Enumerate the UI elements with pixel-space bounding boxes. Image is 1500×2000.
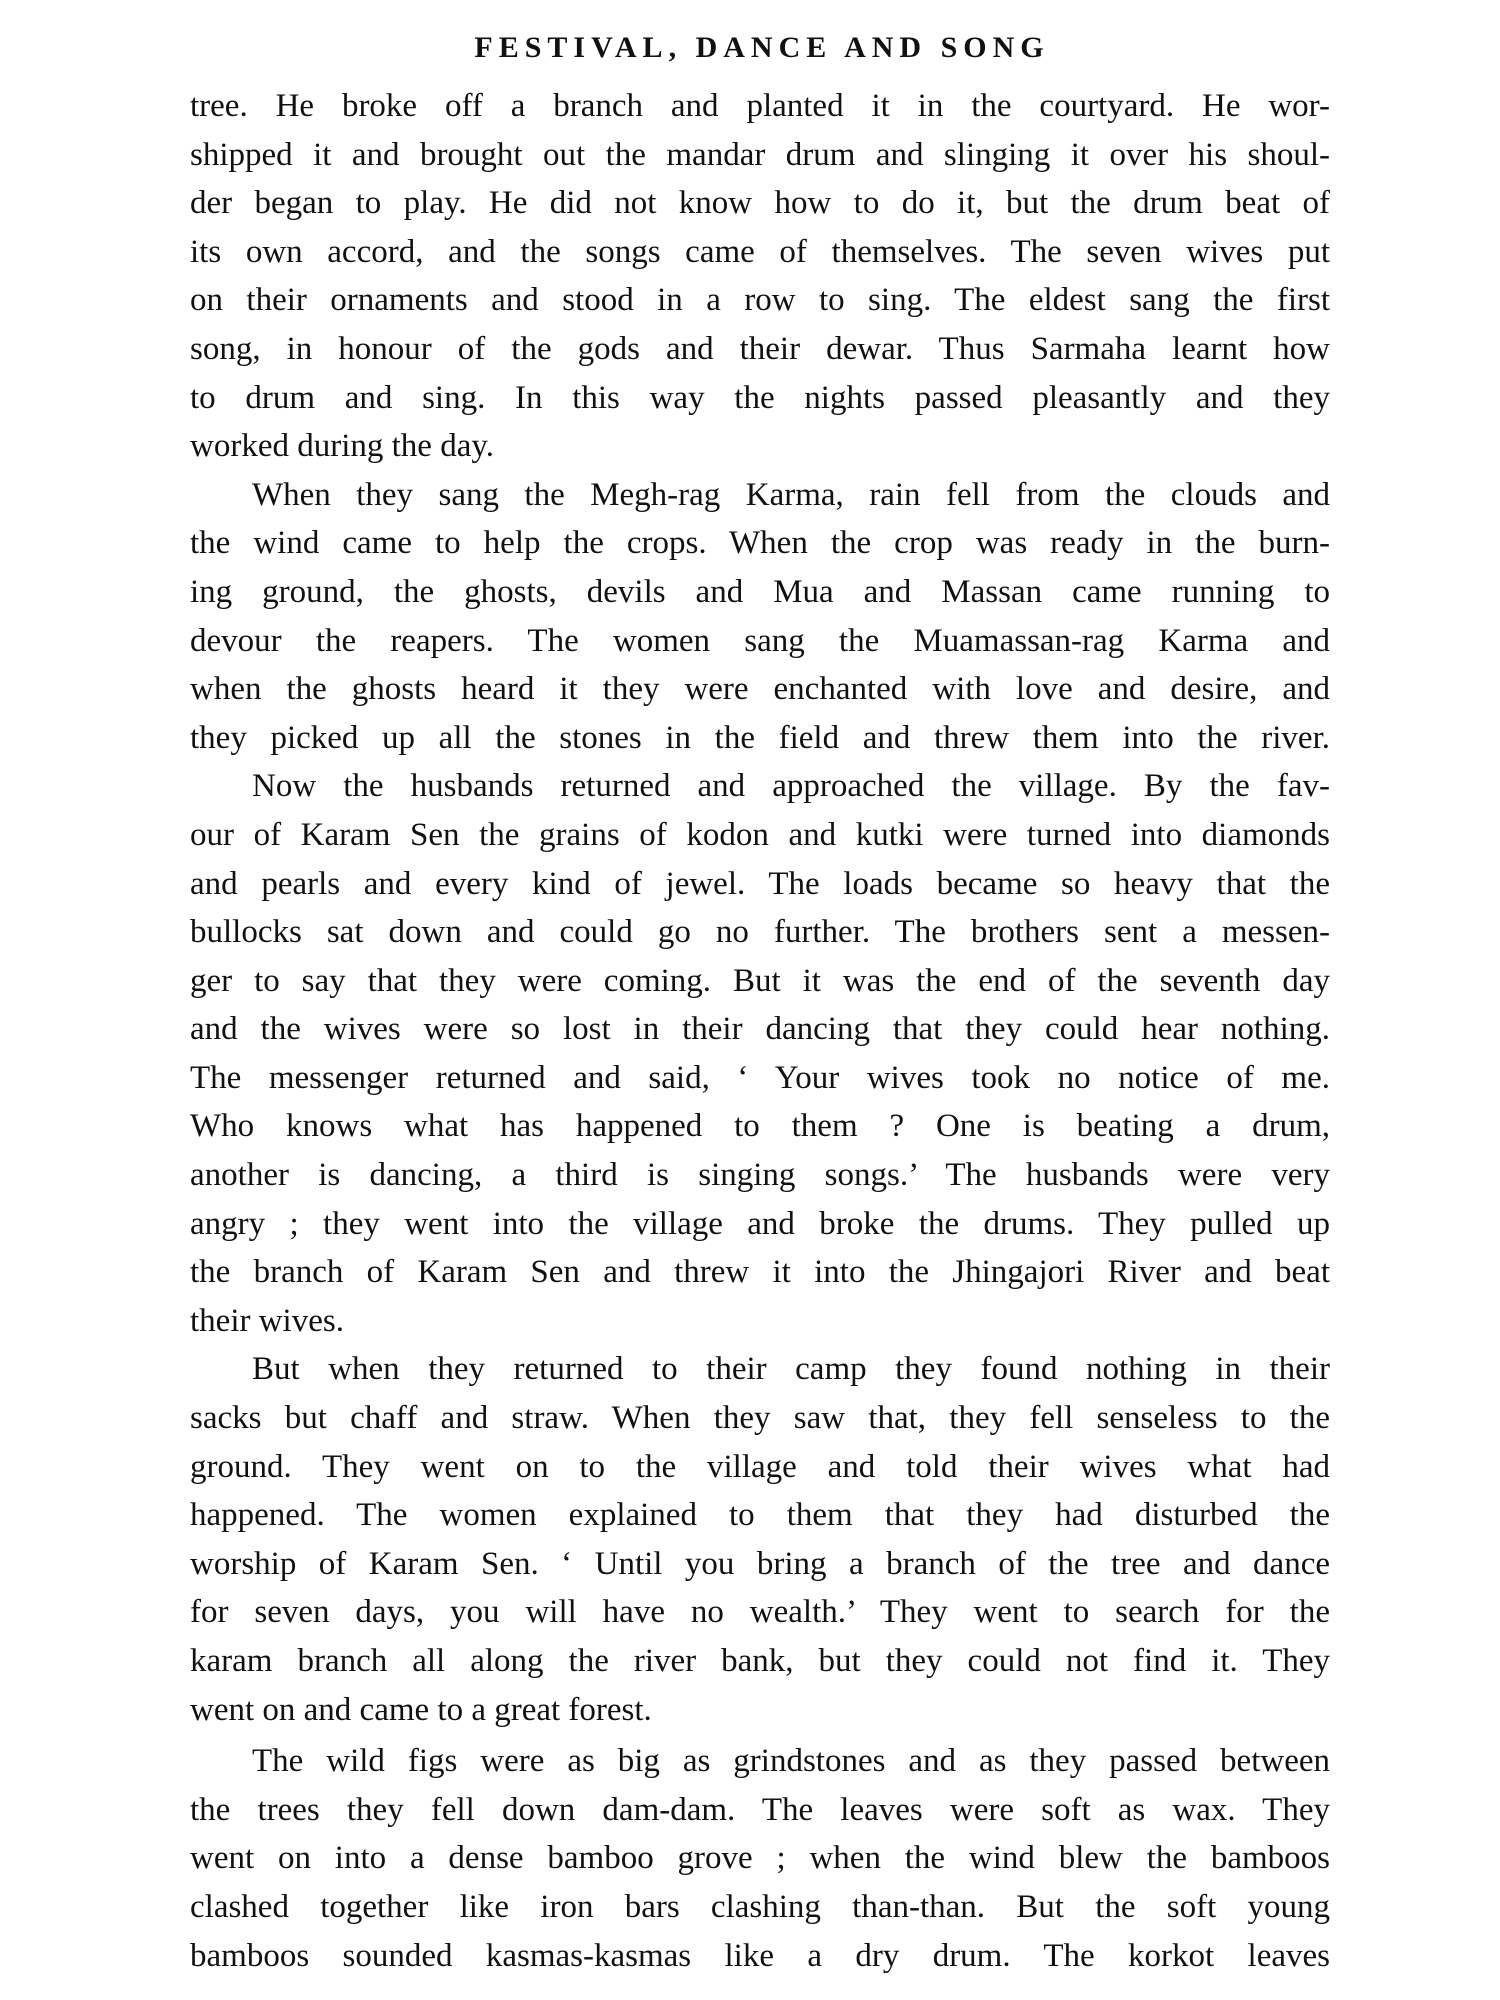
text-line: tree. He broke off a branch and planted it in the courtyard. He wor-	[190, 88, 1330, 124]
text-line: bamboos sounded kasmas-kasmas like a dry drum. The korkot leaves	[190, 1937, 1330, 1974]
text-line: and pearls and every kind of jewel. The loads became so heavy that the	[190, 865, 1330, 902]
text-line: clashed together like iron bars clashing than-than. But the soft young	[190, 1888, 1330, 1925]
text-line: went on into a dense bamboo grove ; when the wind blew the bamboos	[190, 1840, 1330, 1877]
paragraph	[190, 82, 1330, 471]
paragraph	[190, 762, 1330, 1345]
text-line: der began to play. He did not know how to do it, but the drum beat of	[190, 185, 1330, 222]
text-line: on their ornaments and stood in a row to sing. The eldest sang the first	[190, 282, 1330, 319]
text-line: karam branch all along the river bank, but they could not find it. They	[190, 1643, 1330, 1679]
text-line: to drum and sing. In this way the nights passed pleasantly and they	[190, 379, 1330, 416]
text-line: angry ; they went into the village and broke the drums. They pulled up	[190, 1205, 1330, 1242]
text-line: they picked up all the stones in the field and threw them into the river.	[190, 719, 1330, 756]
body-text	[190, 82, 1330, 1980]
text-line: When they sang the Megh-rag Karma, rain fell from the clouds and	[252, 476, 1330, 513]
text-line: when the ghosts heard it they were enchanted with love and desire, and	[190, 671, 1330, 708]
text-line: The messenger returned and said, ‘ Your wives took no notice of me.	[190, 1059, 1330, 1096]
text-line: went on and came to a great forest.	[190, 1691, 652, 1728]
text-line: our of Karam Sen the grains of kodon and kutki were turned into diamonds	[190, 816, 1330, 853]
text-line: their wives.	[190, 1302, 344, 1339]
text-line: Now the husbands returned and approached the village. By the fav-	[252, 768, 1330, 805]
text-line: song, in honour of the gods and their dewar. Thus Sarmaha learnt how	[190, 330, 1330, 367]
text-line: the wind came to help the crops. When the crop was ready in the burn-	[190, 525, 1330, 562]
paragraph	[190, 471, 1330, 763]
text-line: bullocks sat down and could go no further. The brothers sent a messen-	[190, 914, 1330, 951]
text-line: Who knows what has happened to them ? One is beating a drum,	[190, 1108, 1330, 1145]
text-line: happened. The women explained to them that they had disturbed the	[190, 1497, 1330, 1534]
text-line: its own accord, and the songs came of themselves. The seven wives put	[190, 233, 1330, 270]
paragraph	[190, 1737, 1330, 1980]
text-line: and the wives were so lost in their dancing that they could hear nothing.	[190, 1011, 1330, 1048]
text-line: sacks but chaff and straw. When they saw that, they fell senseless to the	[190, 1400, 1330, 1437]
text-line: ground. They went on to the village and told their wives what had	[190, 1448, 1330, 1485]
text-line: worship of Karam Sen. ‘ Until you bring a branch of the tree and dance	[190, 1545, 1330, 1582]
text-line: the branch of Karam Sen and threw it into the Jhingajori River and beat	[190, 1254, 1330, 1291]
running-header: FESTIVAL, DANCE AND SONG	[474, 31, 1050, 64]
text-line: the trees they fell down dam-dam. The leaves were soft as wax. They	[190, 1791, 1330, 1828]
text-line: for seven days, you will have no wealth.’ They went to search for the	[190, 1594, 1330, 1631]
paragraph	[190, 1345, 1330, 1734]
text-line: shipped it and brought out the mandar drum and slinging it over his shoul-	[190, 136, 1330, 173]
text-line: The wild figs were as big as grindstones and as they passed between	[252, 1743, 1330, 1780]
text-line: But when they returned to their camp they found nothing in their	[252, 1351, 1330, 1388]
text-line: devour the reapers. The women sang the Muamassan-rag Karma and	[190, 622, 1330, 659]
text-line: ger to say that they were coming. But it was the end of the seventh day	[190, 962, 1330, 999]
text-line: worked during the day.	[190, 428, 494, 465]
text-line: another is dancing, a third is singing songs.’ The husbands were very	[190, 1157, 1330, 1194]
text-line: ing ground, the ghosts, devils and Mua and Massan came running to	[190, 573, 1330, 610]
